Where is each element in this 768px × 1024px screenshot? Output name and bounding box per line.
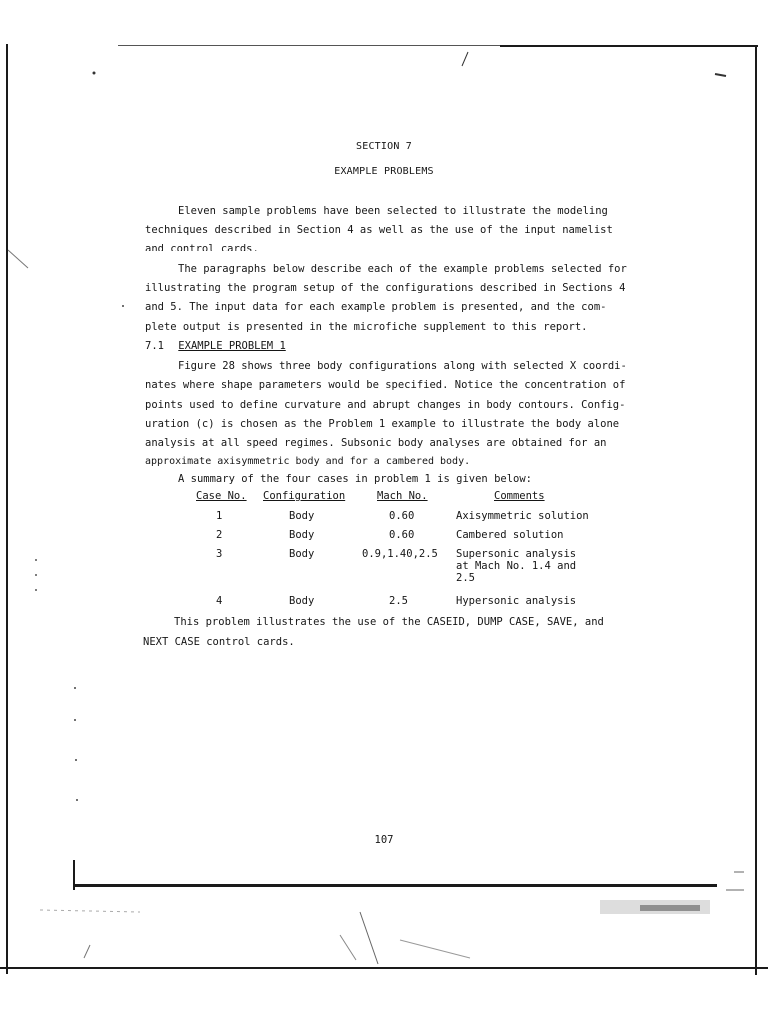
configuration: Body	[289, 529, 315, 541]
configuration: Body	[289, 548, 315, 560]
comment-line: 2.5	[456, 572, 475, 584]
section-heading: SECTION 7	[356, 141, 412, 152]
mach-number: 2.5	[389, 595, 408, 607]
table-header-case: Case No.	[196, 490, 247, 502]
comment: Axisymmetric solution	[456, 510, 589, 522]
comment	[456, 548, 576, 584]
text-line: approximate axisymmetric body and for a cambered body.	[145, 456, 471, 467]
configuration: Body	[289, 595, 315, 607]
case-number: 1	[216, 510, 223, 522]
text-line: plete output is presented in the microfiche supplement to this report.	[145, 321, 588, 333]
subsection-heading	[145, 337, 286, 356]
mach-number: 0.60	[389, 529, 415, 541]
text-line: points used to define curvature and abrupt changes in body contours. Config-	[145, 399, 626, 411]
text-line: Eleven sample problems have been selected to illustrate the modeling	[178, 205, 608, 217]
text-line: The paragraphs below describe each of the example problems selected for	[178, 263, 627, 275]
summary-intro: A summary of the four cases in problem 1 is given below:	[178, 473, 533, 485]
text-line: analysis at all speed regimes. Subsonic body analyses are obtained for an	[145, 437, 607, 449]
table-header-configuration: Configuration	[263, 490, 346, 502]
subsection-number: 7.1	[145, 340, 164, 352]
comment-line: Supersonic analysis	[456, 548, 577, 560]
mach-number: 0.9,1.40,2.5	[362, 548, 438, 560]
case-number: 3	[216, 548, 223, 560]
mach-number: 0.60	[389, 510, 415, 522]
comment: Cambered solution	[456, 529, 564, 541]
table-header-mach: Mach No.	[377, 490, 428, 502]
case-number: 2	[216, 529, 223, 541]
page-number: 107	[374, 834, 394, 846]
text-line: techniques described in Section 4 as well as the use of the input namelist	[145, 224, 613, 236]
text-line: uration (c) is chosen as the Problem 1 example to illustrate the body alone	[145, 418, 620, 430]
text-line: Figure 28 shows three body configurations along with selected X coordi-	[178, 360, 627, 372]
text-line: NEXT CASE control cards.	[143, 636, 295, 648]
text-line: and control cards.	[145, 243, 259, 251]
case-number: 4	[216, 595, 223, 607]
text-line: illustrating the program setup of the configurations described in Sections 4	[145, 282, 626, 294]
table-header-comments: Comments	[494, 490, 545, 502]
comment-line: at Mach No. 1.4 and	[456, 560, 577, 572]
comment: Hypersonic analysis	[456, 595, 577, 607]
subsection-title: EXAMPLE PROBLEM 1	[178, 340, 286, 352]
text-line: and 5. The input data for each example problem is presented, and the com-	[145, 301, 607, 313]
section-title: EXAMPLE PROBLEMS	[334, 166, 434, 177]
configuration: Body	[289, 510, 315, 522]
text-line: nates where shape parameters would be specified. Notice the concentration of	[145, 379, 626, 391]
text-line: This problem illustrates the use of the CASEID, DUMP CASE, SAVE, and	[174, 616, 604, 628]
